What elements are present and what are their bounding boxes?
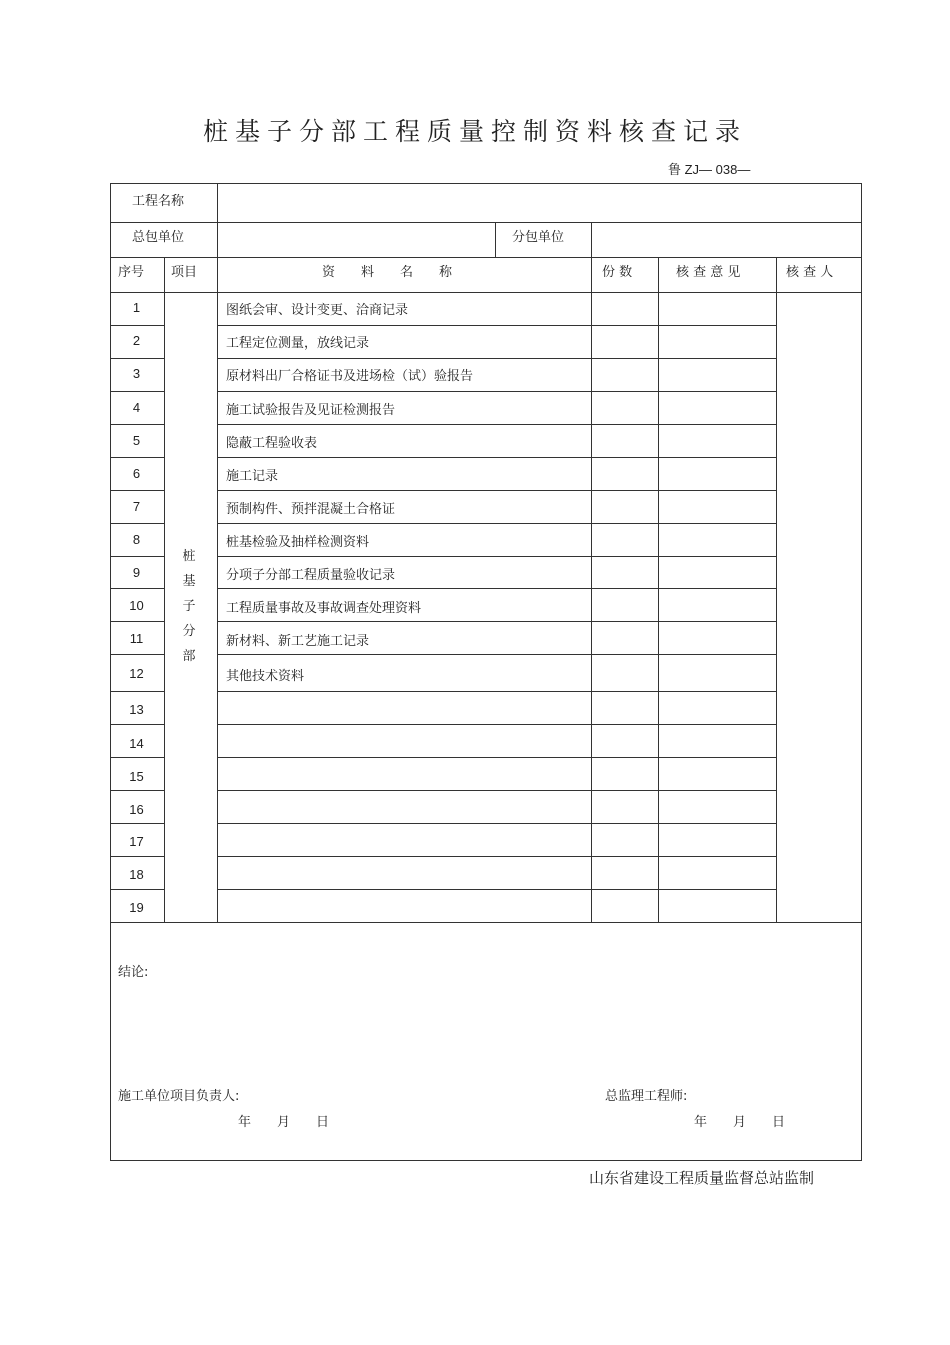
divider xyxy=(110,257,862,258)
row-number: 15 xyxy=(129,769,144,784)
row-number: 17 xyxy=(129,834,144,849)
col-checker: 核 查 人 xyxy=(786,265,834,280)
row-number: 12 xyxy=(129,666,144,681)
subcontractor-label: 分包单位 xyxy=(512,230,565,245)
divider xyxy=(217,183,218,292)
col-seq: 序号 xyxy=(118,265,145,280)
general-contractor-label: 总包单位 xyxy=(132,230,185,245)
row-number: 19 xyxy=(129,900,144,915)
construction-manager-label: 施工单位项目负责人: xyxy=(118,1089,240,1104)
row-number: 1 xyxy=(132,300,141,315)
project-name-label: 工程名称 xyxy=(132,194,185,209)
row-number: 3 xyxy=(132,366,141,381)
col-category: 项目 xyxy=(171,265,198,280)
row-material-name: 原材料出厂合格证书及进场检（试）验报告 xyxy=(226,369,474,384)
divider xyxy=(164,257,165,922)
row-number: 9 xyxy=(132,565,141,580)
row-number: 10 xyxy=(129,598,144,613)
row-number: 7 xyxy=(132,499,141,514)
row-number: 8 xyxy=(132,532,141,547)
divider xyxy=(110,222,862,223)
page-title: 桩基子分部工程质量控制资料核查记录 xyxy=(202,117,747,146)
col-opinion: 核 查 意 见 xyxy=(676,265,741,280)
divider xyxy=(495,222,496,257)
form-code: 鲁 ZJ— 038— xyxy=(668,162,751,177)
row-material-name: 预制构件、预拌混凝土合格证 xyxy=(226,502,396,517)
row-number: 13 xyxy=(129,702,144,717)
row-material-name: 桩基检验及抽样检测资料 xyxy=(226,535,370,550)
row-material-name: 图纸会审、设计变更、洽商记录 xyxy=(226,303,409,318)
row-material-name: 施工试验报告及见证检测报告 xyxy=(226,403,396,418)
row-material-name: 施工记录 xyxy=(226,469,279,484)
row-number: 6 xyxy=(132,466,141,481)
issuer-footer: 山东省建设工程质量监督总站监制 xyxy=(589,1169,815,1187)
divider xyxy=(110,292,862,293)
row-material-name: 工程质量事故及事故调查处理资料 xyxy=(226,601,422,616)
row-number: 2 xyxy=(132,333,141,348)
row-number: 5 xyxy=(132,433,141,448)
divider xyxy=(110,922,862,923)
col-copies: 份 数 xyxy=(602,265,633,280)
date-left: 年 月 日 xyxy=(238,1115,330,1130)
row-material-name: 隐蔽工程验收表 xyxy=(226,436,318,451)
category-label: 桩 基 子 分 部 xyxy=(182,549,196,664)
row-material-name: 其他技术资料 xyxy=(226,669,305,684)
row-number: 4 xyxy=(132,400,141,415)
row-number: 14 xyxy=(129,736,144,751)
divider xyxy=(776,257,777,922)
row-number: 16 xyxy=(129,802,144,817)
row-material-name: 工程定位测量，放线记录 xyxy=(226,336,370,351)
divider xyxy=(591,222,592,257)
date-right: 年 月 日 xyxy=(694,1115,786,1130)
row-number: 11 xyxy=(129,631,144,646)
conclusion-label: 结论: xyxy=(118,965,149,980)
record-table xyxy=(110,183,862,1161)
row-material-name: 新材料、新工艺施工记录 xyxy=(226,634,370,649)
row-number: 18 xyxy=(129,867,144,882)
col-material: 资 料 名 称 xyxy=(322,265,453,280)
divider xyxy=(217,292,218,922)
row-material-name: 分项子分部工程质量验收记录 xyxy=(226,568,396,583)
chief-supervisor-label: 总监理工程师: xyxy=(605,1089,688,1104)
